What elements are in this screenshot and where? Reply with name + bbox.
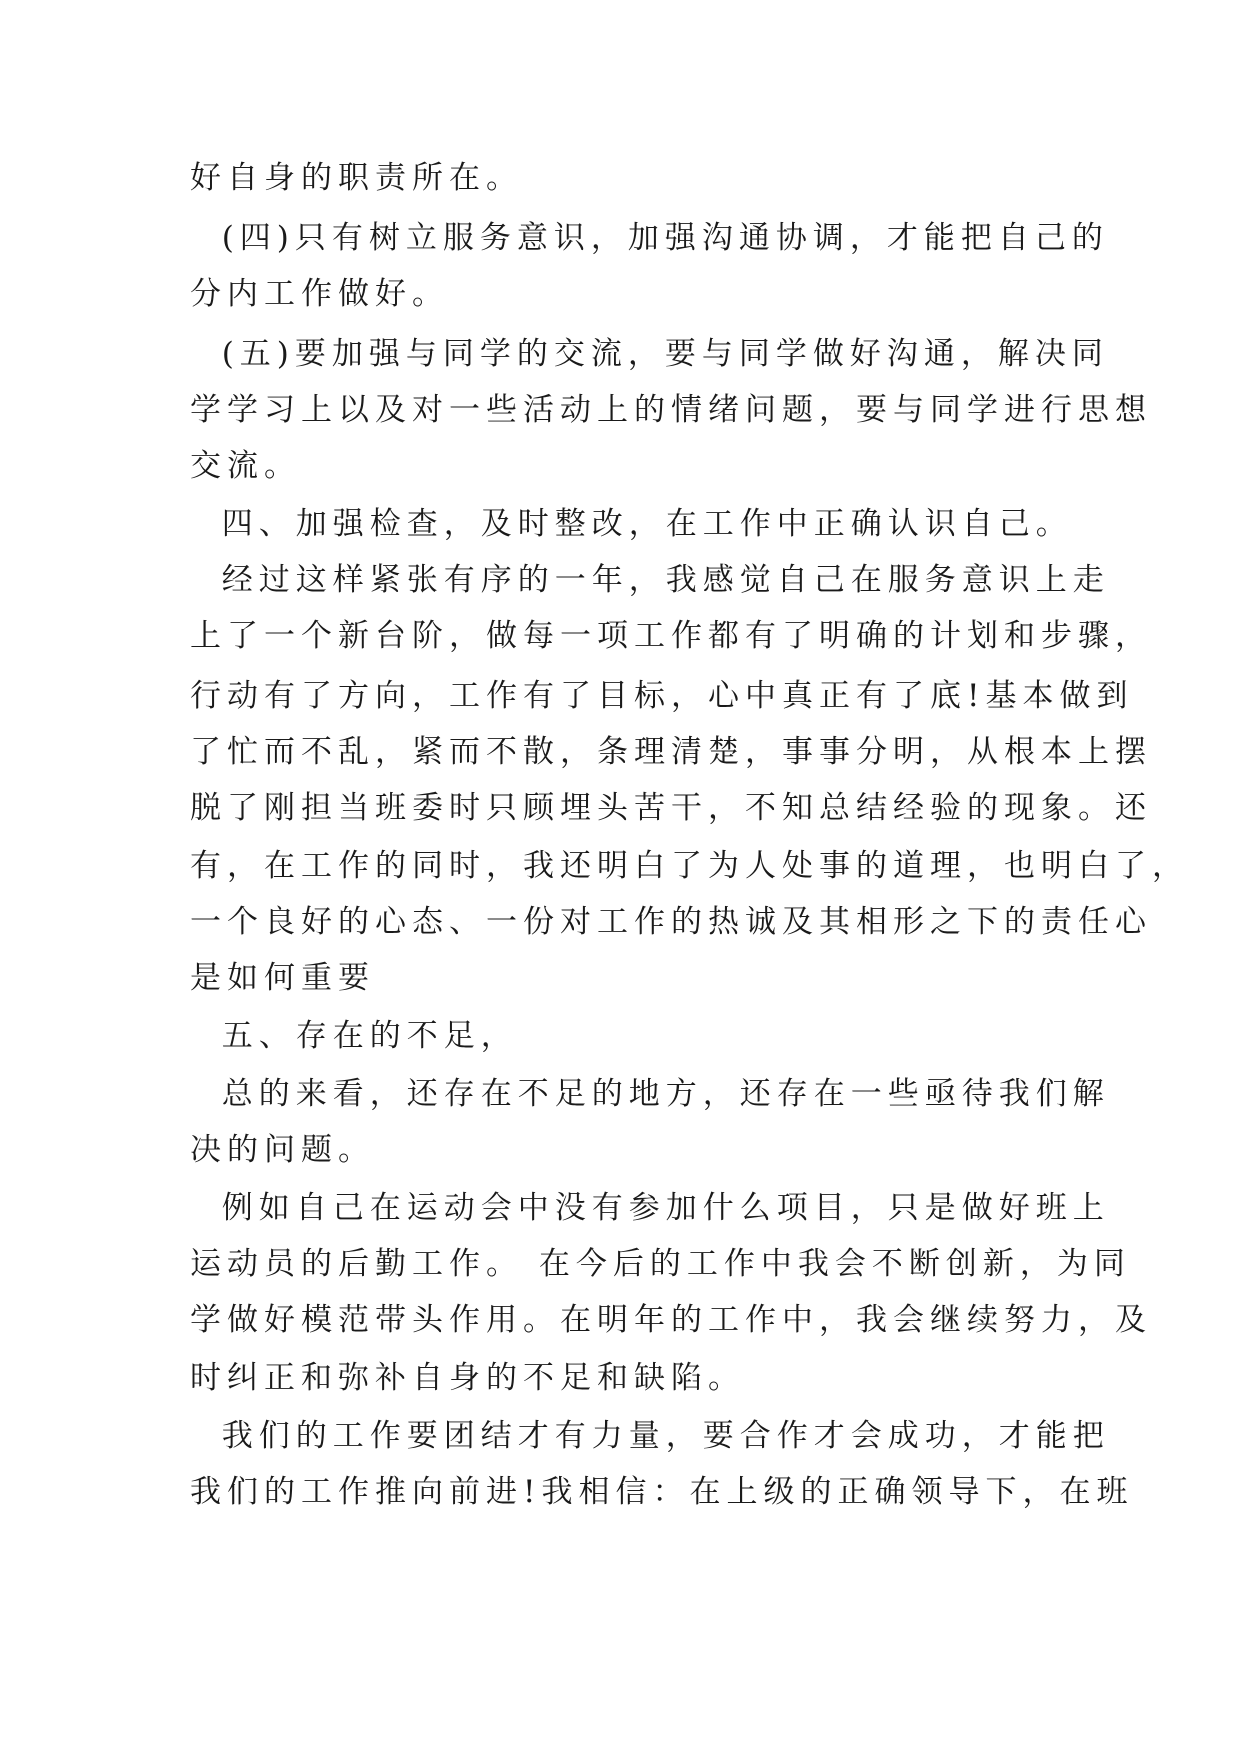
text-line: 四、加强检查，及时整改，在工作中正确认识自己。 [190, 506, 1073, 542]
text-line: 了忙而不乱，紧而不散，条理清楚，事事分明，从根本上摆 [190, 734, 1152, 770]
text-line: 我们的工作要团结才有力量，要合作才会成功，才能把 [190, 1418, 1110, 1454]
text-line: 经过这样紧张有序的一年，我感觉自己在服务意识上走 [190, 562, 1110, 598]
text-line: 例如自己在运动会中没有参加什么项目，只是做好班上 [190, 1190, 1110, 1226]
text-line: 分内工作做好。 [190, 276, 449, 312]
text-line: 行动有了方向，工作有了目标，心中真正有了底!基本做到 [190, 678, 1134, 714]
text-line: 上了一个新台阶，做每一项工作都有了明确的计划和步骤， [190, 618, 1152, 654]
text-line: 决的问题。 [190, 1132, 375, 1168]
text-line: 总的来看，还存在不足的地方，还存在一些亟待我们解 [190, 1076, 1110, 1112]
text-line: 有，在工作的同时，我还明白了为人处事的道理，也明白了， [190, 848, 1189, 884]
text-line: (四)只有树立服务意识，加强沟通协调，才能把自己的 [190, 220, 1109, 256]
text-line: 是如何重要 [190, 960, 375, 996]
text-line: 时纠正和弥补自身的不足和缺陷。 [190, 1360, 745, 1396]
text-line: (五)要加强与同学的交流，要与同学做好沟通，解决同 [190, 336, 1109, 372]
text-line: 一个良好的心态、一份对工作的热诚及其相形之下的责任心 [190, 904, 1152, 940]
text-line: 学做好模范带头作用。在明年的工作中，我会继续努力，及 [190, 1302, 1152, 1338]
text-line: 交流。 [190, 448, 301, 484]
text-line: 学学习上以及对一些活动上的情绪问题，要与同学进行思想 [190, 392, 1152, 428]
text-line: 五、存在的不足， [190, 1018, 518, 1054]
text-line: 脱了刚担当班委时只顾埋头苦干，不知总结经验的现象。还 [190, 790, 1152, 826]
text-line: 我们的工作推向前进!我相信：在上级的正确领导下，在班 [190, 1474, 1134, 1510]
text-line: 好自身的职责所在。 [190, 160, 523, 196]
text-line: 运动员的后勤工作。 在今后的工作中我会不断创新，为同 [190, 1246, 1131, 1282]
